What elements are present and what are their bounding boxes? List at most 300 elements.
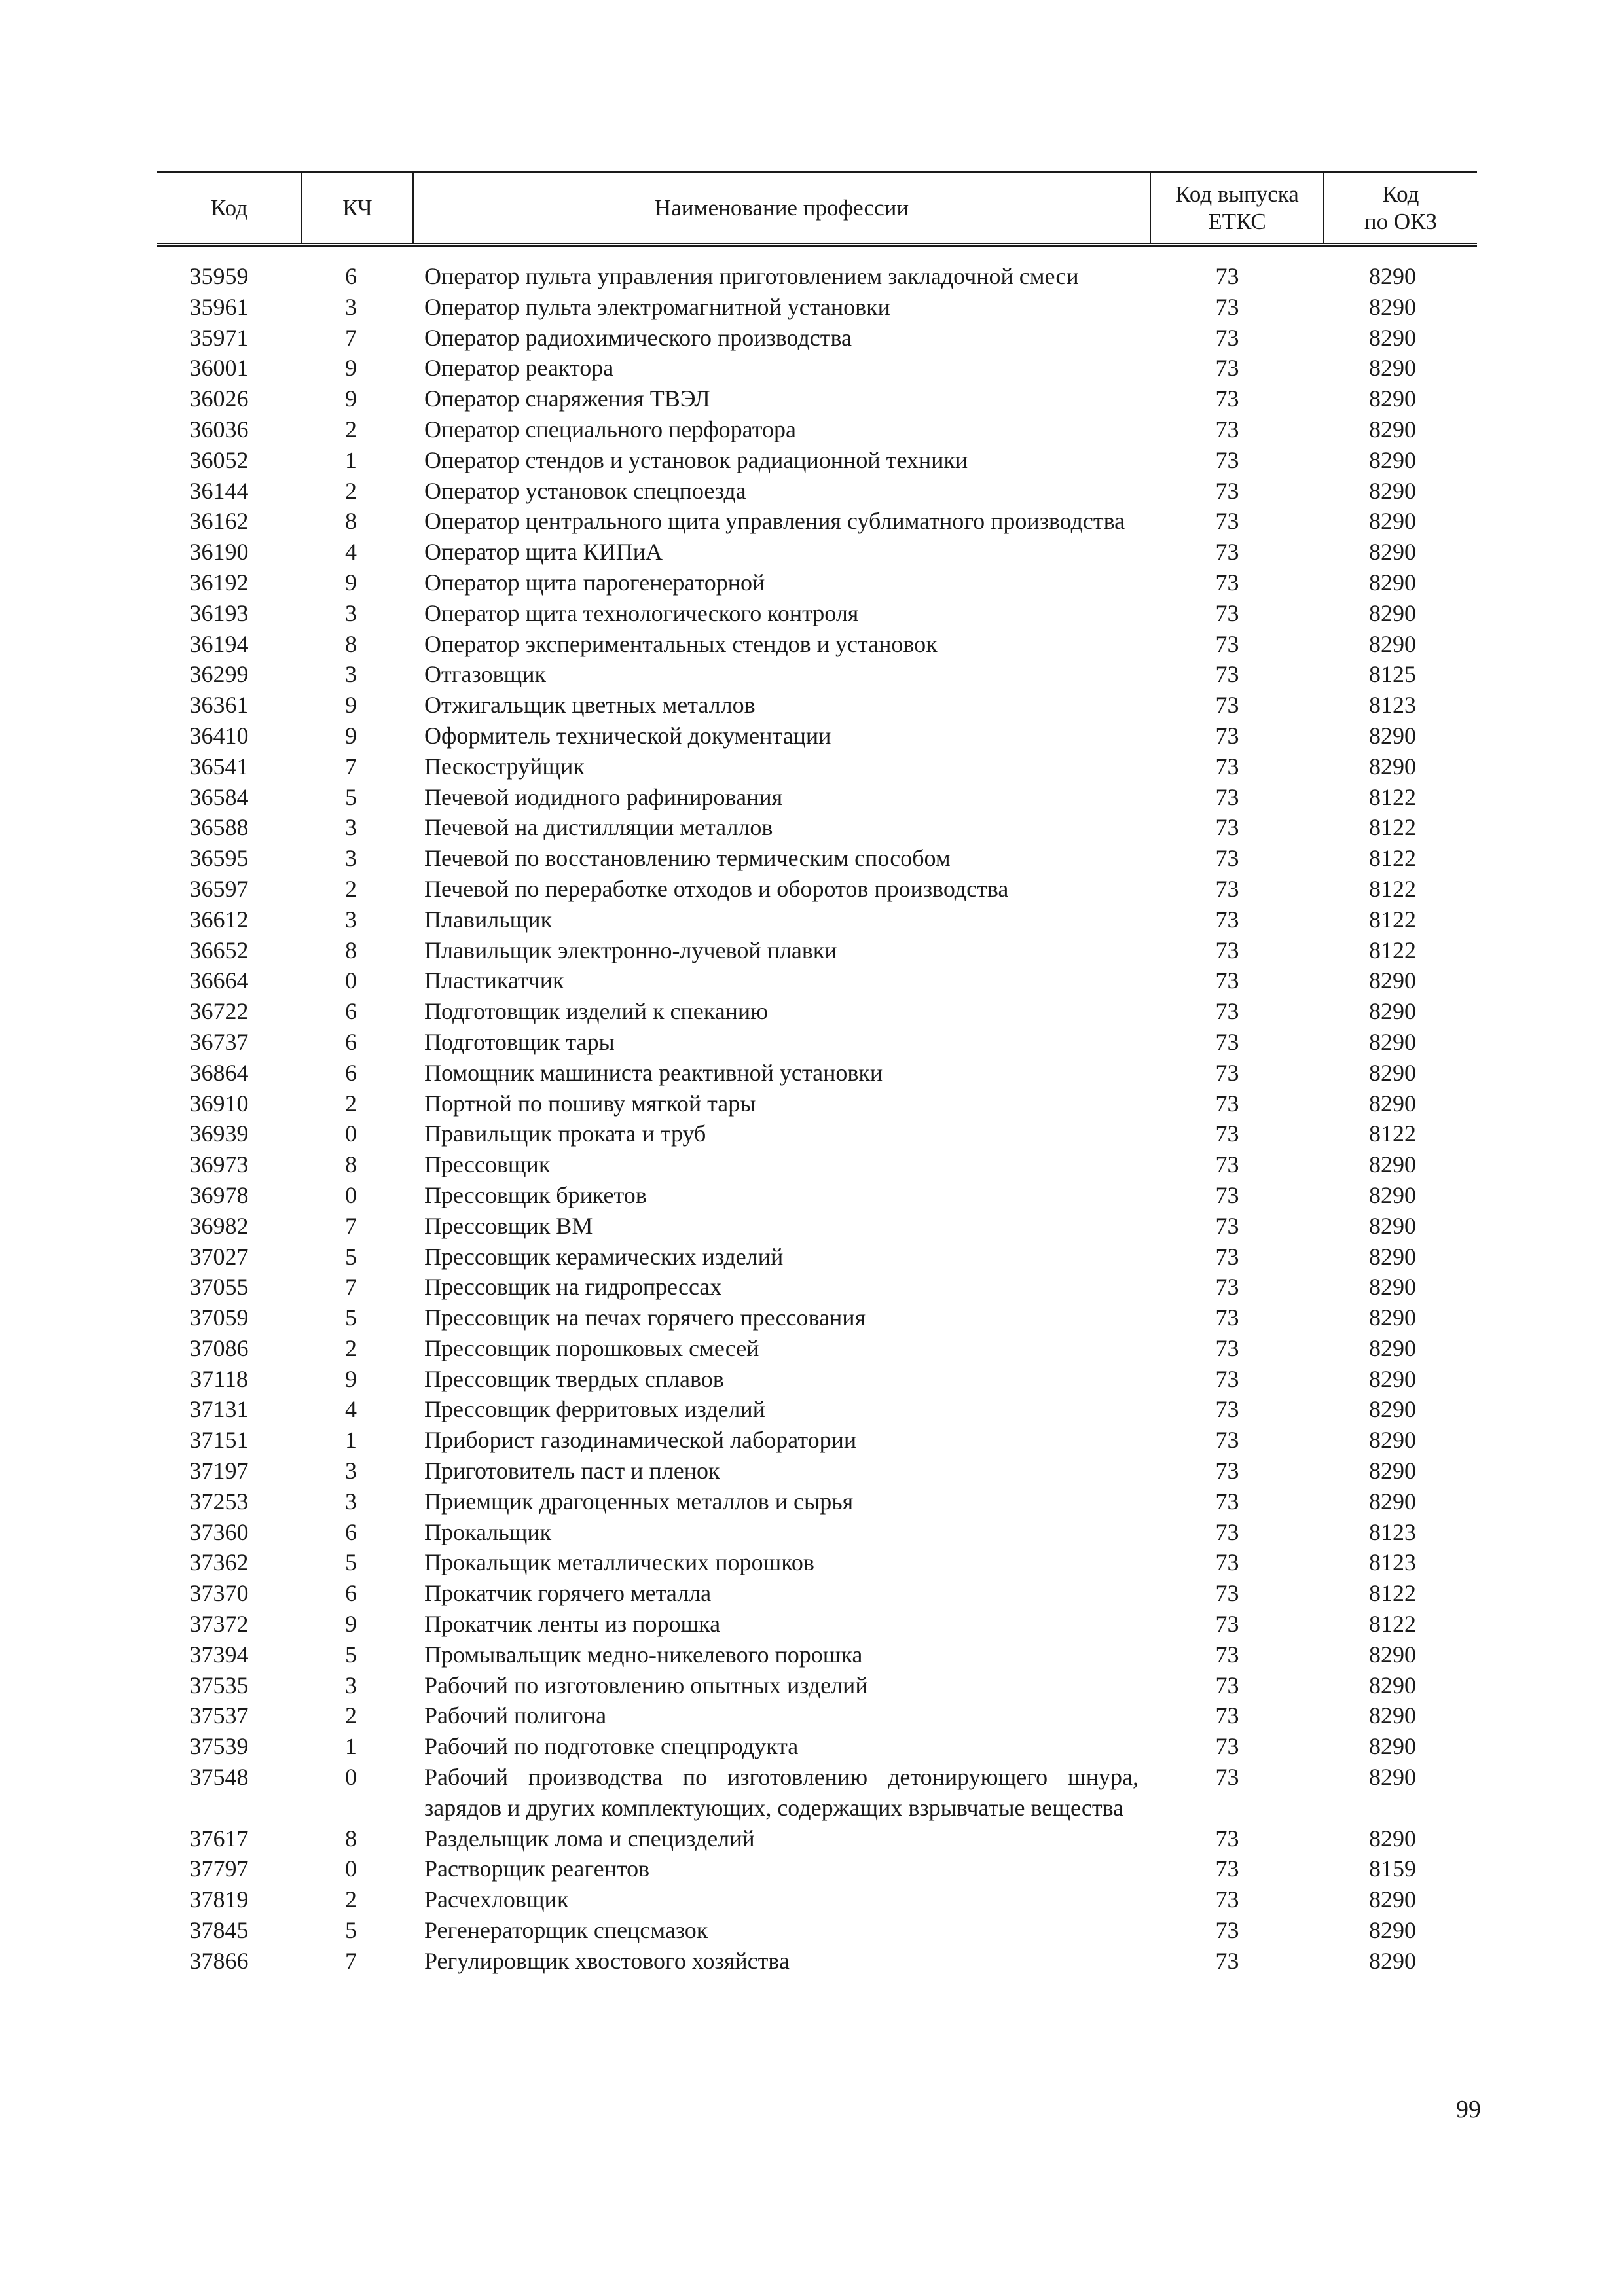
kch-cell: 5: [345, 1243, 357, 1270]
table-row: [157, 506, 1477, 537]
table-header: [157, 173, 1477, 262]
table-row: [157, 1762, 1477, 1823]
kch-cell: 1: [345, 1427, 357, 1454]
kch-cell: 9: [345, 722, 357, 749]
profession-name-cell: Прокальщик металлических порошков: [424, 1549, 814, 1576]
profession-name-cell: Промывальщик медно-никелевого порошка: [424, 1641, 863, 1668]
code-cell: 36052: [189, 446, 249, 473]
okz-code-cell: 8290: [1369, 1825, 1416, 1852]
etks-code-cell: 73: [1215, 1181, 1239, 1208]
table-row: [157, 1456, 1477, 1486]
profession-name-cell: Прессовщик брикетов: [424, 1181, 647, 1208]
profession-name-cell: Оператор специального перфоратора: [424, 416, 796, 442]
kch-cell: 1: [345, 446, 357, 473]
code-cell: 36026: [189, 386, 249, 412]
table-row: [157, 384, 1477, 414]
kch-cell: 7: [345, 324, 357, 351]
profession-name-cell: Оператор установок спецпоезда: [424, 477, 746, 504]
profession-name-cell: Рабочий производства по изготовлению детонирующего шнура, зарядов и других комплектующих, содержащих взрывчатые вещества: [424, 1764, 1139, 1821]
table-row: [157, 537, 1477, 567]
code-cell: 36737: [189, 1028, 249, 1055]
kch-cell: 1: [345, 1733, 357, 1760]
etks-code-cell: 73: [1215, 355, 1239, 382]
okz-code-cell: 8290: [1369, 508, 1416, 535]
code-cell: 36664: [189, 967, 249, 994]
kch-cell: 2: [345, 1886, 357, 1913]
code-cell: 37797: [189, 1856, 249, 1882]
profession-name-cell: Подготовщик тары: [424, 1028, 615, 1055]
profession-name-cell: Печевой иодидного рафинирования: [424, 783, 783, 810]
etks-code-cell: 73: [1215, 1243, 1239, 1270]
table-row: [157, 1700, 1477, 1731]
okz-code-cell: 8290: [1369, 1947, 1416, 1974]
etks-code-cell: 73: [1215, 1549, 1239, 1576]
code-cell: 37370: [189, 1580, 249, 1607]
code-cell: 36144: [189, 477, 249, 504]
code-cell: 36361: [189, 692, 249, 719]
profession-name-cell: Растворщик реагентов: [424, 1856, 650, 1882]
table-row: [157, 1058, 1477, 1088]
okz-code-cell: 8123: [1369, 1549, 1416, 1576]
profession-name-cell: Подготовщик изделий к спеканию: [424, 998, 769, 1025]
okz-code-cell: 8290: [1369, 1243, 1416, 1270]
etks-code-cell: 73: [1215, 1059, 1239, 1086]
code-cell: 37535: [189, 1672, 249, 1698]
kch-cell: 3: [345, 1488, 357, 1515]
okz-code-cell: 8290: [1369, 1059, 1416, 1086]
okz-code-cell: 8123: [1369, 692, 1416, 719]
code-cell: 36595: [189, 845, 249, 872]
kch-cell: 9: [345, 569, 357, 596]
header-code: Код: [157, 173, 302, 245]
code-cell: 37362: [189, 1549, 249, 1576]
etks-code-cell: 73: [1215, 1488, 1239, 1515]
etks-code-cell: 73: [1215, 263, 1239, 289]
kch-cell: 9: [345, 1365, 357, 1392]
code-cell: 36192: [189, 569, 249, 596]
kch-cell: 5: [345, 1304, 357, 1331]
table-row: [157, 353, 1477, 384]
kch-cell: 6: [345, 1028, 357, 1055]
profession-name-cell: Оператор радиохимического производства: [424, 324, 852, 351]
profession-name-cell: Расчехловщик: [424, 1886, 569, 1913]
table-row: [157, 965, 1477, 996]
okz-code-cell: 8290: [1369, 1181, 1416, 1208]
profession-name-cell: Приготовитель паст и пленок: [424, 1458, 720, 1484]
okz-code-cell: 8290: [1369, 569, 1416, 596]
kch-cell: 6: [345, 1059, 357, 1086]
okz-code-cell: 8290: [1369, 1641, 1416, 1668]
etks-code-cell: 73: [1215, 324, 1239, 351]
table-row: [157, 1517, 1477, 1548]
table-row: [157, 1272, 1477, 1302]
kch-cell: 2: [345, 1702, 357, 1729]
table-row: [157, 1333, 1477, 1364]
profession-name-cell: Оператор щита КИПиА: [424, 539, 663, 565]
okz-code-cell: 8290: [1369, 1151, 1416, 1178]
etks-code-cell: 73: [1215, 1028, 1239, 1055]
page-number: 99: [1456, 2096, 1481, 2123]
table-row: [157, 812, 1477, 843]
table-row: [157, 598, 1477, 629]
profession-name-cell: Пескоструйщик: [424, 753, 585, 780]
profession-name-cell: Прессовщик керамических изделий: [424, 1243, 784, 1270]
kch-cell: 2: [345, 477, 357, 504]
code-cell: 37118: [190, 1365, 248, 1392]
code-cell: 36939: [189, 1121, 249, 1147]
etks-code-cell: 73: [1215, 1304, 1239, 1331]
table-row: [157, 1394, 1477, 1425]
table-row: [157, 292, 1477, 323]
code-cell: 37539: [189, 1733, 249, 1760]
okz-code-cell: 8290: [1369, 630, 1416, 657]
profession-name-cell: Оператор центрального щита управления сублиматного производства: [424, 508, 1125, 535]
kch-cell: 6: [345, 998, 357, 1025]
okz-code-cell: 8290: [1369, 1886, 1416, 1913]
code-cell: 36612: [189, 906, 249, 933]
etks-code-cell: 73: [1215, 1764, 1239, 1791]
etks-code-cell: 73: [1215, 845, 1239, 872]
kch-cell: 3: [345, 906, 357, 933]
etks-code-cell: 73: [1215, 293, 1239, 320]
profession-name-cell: Прессовщик твердых сплавов: [424, 1365, 724, 1392]
code-cell: 36722: [189, 998, 249, 1025]
table-row: [157, 1211, 1477, 1242]
okz-code-cell: 8122: [1369, 783, 1416, 810]
etks-code-cell: 73: [1215, 1672, 1239, 1698]
code-cell: 36864: [189, 1059, 249, 1086]
kch-cell: 3: [345, 1458, 357, 1484]
code-cell: 36982: [189, 1212, 249, 1239]
profession-name-cell: Пластикатчик: [424, 967, 564, 994]
kch-cell: 8: [345, 1825, 357, 1852]
table-row: [157, 476, 1477, 507]
okz-code-cell: 8290: [1369, 355, 1416, 382]
kch-cell: 6: [345, 1518, 357, 1545]
profession-name-cell: Плавильщик: [424, 906, 553, 933]
code-cell: 36973: [189, 1151, 249, 1178]
table-row: [157, 751, 1477, 782]
table-row: [157, 1823, 1477, 1854]
okz-code-cell: 8290: [1369, 722, 1416, 749]
kch-cell: 8: [345, 630, 357, 657]
kch-cell: 3: [345, 845, 357, 872]
okz-code-cell: 8122: [1369, 1580, 1416, 1607]
profession-name-cell: Печевой на дистилляции металлов: [424, 814, 773, 841]
okz-code-cell: 8290: [1369, 263, 1416, 289]
profession-name-cell: Портной по пошиву мягкой тары: [424, 1090, 756, 1117]
okz-code-cell: 8290: [1369, 998, 1416, 1025]
okz-code-cell: 8122: [1369, 845, 1416, 872]
profession-name-cell: Регенераторщик спецсмазок: [424, 1917, 708, 1944]
etks-code-cell: 73: [1215, 1090, 1239, 1117]
table-row: [157, 414, 1477, 445]
etks-code-cell: 73: [1215, 630, 1239, 657]
code-cell: 36652: [189, 937, 249, 963]
code-cell: 36299: [189, 661, 249, 688]
code-cell: 36162: [189, 508, 249, 535]
code-cell: 37360: [189, 1518, 249, 1545]
okz-code-cell: 8122: [1369, 814, 1416, 841]
kch-cell: 9: [345, 355, 357, 382]
okz-code-cell: 8290: [1369, 600, 1416, 626]
etks-code-cell: 73: [1215, 875, 1239, 902]
profession-name-cell: Прокатчик ленты из порошка: [424, 1611, 721, 1638]
code-cell: 36584: [189, 783, 249, 810]
kch-cell: 7: [345, 1947, 357, 1974]
professions-table: [157, 171, 1477, 1977]
profession-name-cell: Прессовщик на печах горячего прессования: [424, 1304, 866, 1331]
profession-name-cell: Оператор снаряжения ТВЭЛ: [424, 386, 710, 412]
code-cell: 37151: [189, 1427, 249, 1454]
etks-code-cell: 73: [1215, 539, 1239, 565]
table-row: [157, 1027, 1477, 1058]
okz-code-cell: 8290: [1369, 1427, 1416, 1454]
profession-name-cell: Прокатчик горячего металла: [424, 1580, 712, 1607]
kch-cell: 7: [345, 753, 357, 780]
table-row: [157, 1854, 1477, 1884]
table-row: [157, 323, 1477, 353]
code-cell: 36193: [189, 600, 249, 626]
profession-name-cell: Плавильщик электронно-лучевой плавки: [424, 937, 837, 963]
okz-code-cell: 8290: [1369, 324, 1416, 351]
table-row: [157, 1149, 1477, 1180]
okz-code-cell: 8290: [1369, 1488, 1416, 1515]
table-row: [157, 874, 1477, 905]
profession-name-cell: Регулировщик хвостового хозяйства: [424, 1947, 790, 1974]
etks-code-cell: 73: [1215, 1518, 1239, 1545]
kch-cell: 7: [345, 1274, 357, 1300]
kch-cell: 8: [345, 1151, 357, 1178]
okz-code-cell: 8159: [1369, 1856, 1416, 1882]
etks-code-cell: 73: [1215, 753, 1239, 780]
table-row: [157, 1180, 1477, 1211]
table-row: [157, 1731, 1477, 1762]
etks-code-cell: 73: [1215, 1335, 1239, 1361]
code-cell: 35971: [189, 324, 249, 351]
profession-name-cell: Оператор пульта электромагнитной установки: [424, 293, 890, 320]
okz-code-cell: 8290: [1369, 416, 1416, 442]
code-cell: 36410: [189, 722, 249, 749]
code-cell: 37845: [189, 1917, 249, 1944]
code-cell: 36036: [189, 416, 249, 442]
table-row: [157, 445, 1477, 476]
table-row: [157, 1364, 1477, 1395]
kch-cell: 9: [345, 692, 357, 719]
code-cell: 37537: [189, 1702, 249, 1729]
header-okz: Код по ОКЗ: [1324, 173, 1477, 245]
etks-code-cell: 73: [1215, 967, 1239, 994]
profession-name-cell: Оператор щита парогенераторной: [424, 569, 765, 596]
kch-cell: 0: [345, 1856, 357, 1882]
kch-cell: 2: [345, 875, 357, 902]
okz-code-cell: 8125: [1369, 661, 1416, 688]
code-cell: 36978: [189, 1181, 249, 1208]
table-row: [157, 996, 1477, 1027]
header-etks: Код выпуска ЕТКС: [1150, 173, 1324, 245]
header-kch: КЧ: [302, 173, 413, 245]
kch-cell: 6: [345, 263, 357, 289]
etks-code-cell: 73: [1215, 1365, 1239, 1392]
profession-name-cell: Помощник машиниста реактивной установки: [424, 1059, 883, 1086]
table-row: [157, 843, 1477, 874]
etks-code-cell: 73: [1215, 722, 1239, 749]
profession-name-cell: Прокальщик: [424, 1518, 552, 1545]
okz-code-cell: 8122: [1369, 875, 1416, 902]
etks-code-cell: 73: [1215, 1733, 1239, 1760]
code-cell: 37253: [189, 1488, 249, 1515]
table-row: [157, 721, 1477, 751]
okz-code-cell: 8290: [1369, 1672, 1416, 1698]
table-body: [157, 261, 1477, 1977]
etks-code-cell: 73: [1215, 508, 1239, 535]
okz-code-cell: 8290: [1369, 446, 1416, 473]
etks-code-cell: 73: [1215, 906, 1239, 933]
table-row: [157, 1609, 1477, 1640]
etks-code-cell: 73: [1215, 446, 1239, 473]
okz-code-cell: 8122: [1369, 1121, 1416, 1147]
kch-cell: 3: [345, 293, 357, 320]
profession-name-cell: Прессовщик порошковых смесей: [424, 1335, 759, 1361]
etks-code-cell: 73: [1215, 1121, 1239, 1147]
code-cell: 37197: [189, 1458, 249, 1484]
profession-name-cell: Прессовщик на гидропрессах: [424, 1274, 722, 1300]
profession-name-cell: Оператор экспериментальных стендов и установок: [424, 630, 938, 657]
kch-cell: 0: [345, 1764, 357, 1791]
table-row: [157, 1242, 1477, 1272]
kch-cell: 4: [345, 1396, 357, 1423]
etks-code-cell: 73: [1215, 416, 1239, 442]
etks-code-cell: 73: [1215, 937, 1239, 963]
table-row: [157, 1670, 1477, 1701]
etks-code-cell: 73: [1215, 1886, 1239, 1913]
kch-cell: 4: [345, 539, 357, 565]
etks-code-cell: 73: [1215, 1856, 1239, 1882]
profession-name-cell: Оператор пульта управления приготовлением закладочной смеси: [424, 263, 1079, 289]
table-row: [157, 567, 1477, 598]
etks-code-cell: 73: [1215, 1396, 1239, 1423]
okz-code-cell: 8122: [1369, 1611, 1416, 1638]
kch-cell: 0: [345, 1121, 357, 1147]
etks-code-cell: 73: [1215, 386, 1239, 412]
kch-cell: 3: [345, 1672, 357, 1698]
okz-code-cell: 8290: [1369, 1733, 1416, 1760]
profession-name-cell: Рабочий по подготовке спецпродукта: [424, 1733, 799, 1760]
table-row: [157, 261, 1477, 292]
okz-code-cell: 8290: [1369, 1764, 1416, 1791]
profession-name-cell: Печевой по восстановлению термическим способом: [424, 845, 951, 872]
okz-code-cell: 8290: [1369, 1396, 1416, 1423]
table-row: [157, 690, 1477, 721]
kch-cell: 3: [345, 814, 357, 841]
code-cell: 36194: [189, 630, 249, 657]
okz-code-cell: 8290: [1369, 386, 1416, 412]
kch-cell: 2: [345, 1090, 357, 1117]
profession-name-cell: Оформитель технической документации: [424, 722, 831, 749]
profession-name-cell: Рабочий по изготовлению опытных изделий: [424, 1672, 868, 1698]
okz-code-cell: 8122: [1369, 937, 1416, 963]
okz-code-cell: 8290: [1369, 1335, 1416, 1361]
kch-cell: 3: [345, 661, 357, 688]
okz-code-cell: 8290: [1369, 1304, 1416, 1331]
profession-name-cell: Прессовщик: [424, 1151, 551, 1178]
etks-code-cell: 73: [1215, 1947, 1239, 1974]
code-cell: 37131: [189, 1396, 249, 1423]
code-cell: 36597: [189, 875, 249, 902]
okz-code-cell: 8290: [1369, 1458, 1416, 1484]
code-cell: 37394: [189, 1641, 249, 1668]
kch-cell: 0: [345, 1181, 357, 1208]
code-cell: 37059: [189, 1304, 249, 1331]
code-cell: 37086: [189, 1335, 249, 1361]
kch-cell: 5: [345, 783, 357, 810]
kch-cell: 2: [345, 1335, 357, 1361]
table-row: [157, 1486, 1477, 1517]
etks-code-cell: 73: [1215, 477, 1239, 504]
profession-name-cell: Печевой по переработке отходов и оборотов производства: [424, 875, 1009, 902]
kch-cell: 9: [345, 1611, 357, 1638]
okz-code-cell: 8290: [1369, 1274, 1416, 1300]
okz-code-cell: 8123: [1369, 1518, 1416, 1545]
table-row: [157, 1640, 1477, 1670]
kch-cell: 0: [345, 967, 357, 994]
profession-name-cell: Оператор стендов и установок радиационной техники: [424, 446, 968, 473]
etks-code-cell: 73: [1215, 1274, 1239, 1300]
etks-code-cell: 73: [1215, 814, 1239, 841]
etks-code-cell: 73: [1215, 661, 1239, 688]
kch-cell: 5: [345, 1549, 357, 1576]
table-row: [157, 1946, 1477, 1977]
okz-code-cell: 8290: [1369, 539, 1416, 565]
table-row: [157, 1425, 1477, 1456]
etks-code-cell: 73: [1215, 1458, 1239, 1484]
okz-code-cell: 8290: [1369, 753, 1416, 780]
kch-cell: 3: [345, 600, 357, 626]
code-cell: 36541: [189, 753, 249, 780]
code-cell: 36588: [189, 814, 249, 841]
table-row: [157, 1884, 1477, 1915]
etks-code-cell: 73: [1215, 600, 1239, 626]
etks-code-cell: 73: [1215, 1611, 1239, 1638]
profession-name-cell: Правильщик проката и труб: [424, 1121, 706, 1147]
code-cell: 36190: [189, 539, 249, 565]
kch-cell: 9: [345, 386, 357, 412]
code-cell: 37819: [189, 1886, 249, 1913]
etks-code-cell: 73: [1215, 1580, 1239, 1607]
etks-code-cell: 73: [1215, 1917, 1239, 1944]
table-row: [157, 1088, 1477, 1119]
okz-code-cell: 8290: [1369, 1028, 1416, 1055]
kch-cell: 8: [345, 508, 357, 535]
code-cell: 37372: [189, 1611, 249, 1638]
profession-name-cell: Приборист газодинамической лаборатории: [424, 1427, 857, 1454]
kch-cell: 2: [345, 416, 357, 442]
table-row: [157, 659, 1477, 690]
okz-code-cell: 8290: [1369, 1365, 1416, 1392]
etks-code-cell: 73: [1215, 1702, 1239, 1729]
profession-name-cell: Отгазовщик: [424, 661, 546, 688]
okz-code-cell: 8290: [1369, 1212, 1416, 1239]
profession-name-cell: Рабочий полигона: [424, 1702, 607, 1729]
etks-code-cell: 73: [1215, 1825, 1239, 1852]
kch-cell: 5: [345, 1641, 357, 1668]
profession-name-cell: Прессовщик ВМ: [424, 1212, 593, 1239]
kch-cell: 7: [345, 1212, 357, 1239]
okz-code-cell: 8122: [1369, 906, 1416, 933]
etks-code-cell: 73: [1215, 783, 1239, 810]
kch-cell: 6: [345, 1580, 357, 1607]
etks-code-cell: 73: [1215, 692, 1239, 719]
